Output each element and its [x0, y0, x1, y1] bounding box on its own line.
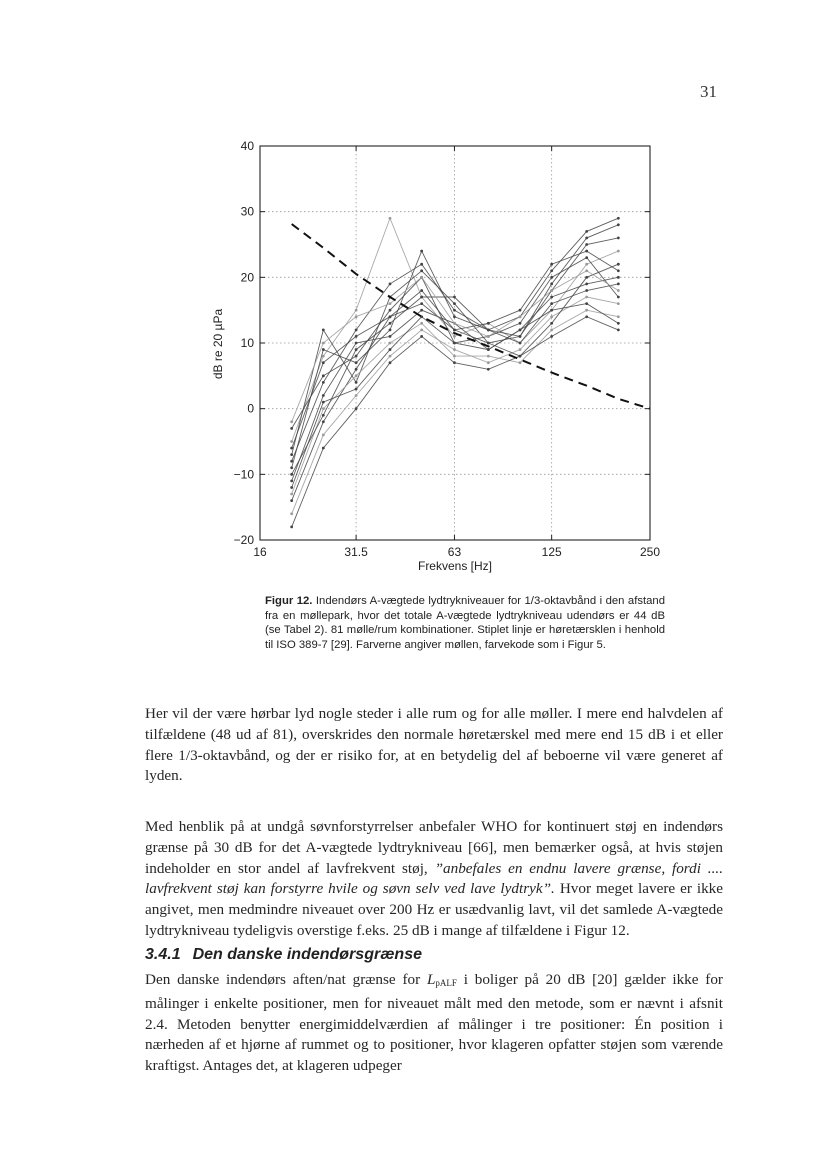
data-point [290, 512, 293, 515]
data-point [322, 355, 325, 358]
lpalf-symbol: L [426, 971, 436, 988]
data-point [550, 263, 553, 266]
data-point [519, 315, 522, 318]
data-point [453, 355, 456, 358]
data-point [389, 315, 392, 318]
data-point [355, 309, 358, 312]
data-point [420, 289, 423, 292]
data-point [617, 223, 620, 226]
data-point [585, 263, 588, 266]
y-tick-label: 40 [240, 139, 254, 153]
data-point [322, 381, 325, 384]
data-point [519, 342, 522, 345]
data-point [355, 374, 358, 377]
data-point [420, 335, 423, 338]
data-point [420, 328, 423, 331]
data-point [389, 335, 392, 338]
data-point [355, 394, 358, 397]
data-point [290, 466, 293, 469]
data-point [617, 322, 620, 325]
data-point [420, 309, 423, 312]
data-point [487, 348, 490, 351]
data-point [355, 361, 358, 364]
data-point [487, 335, 490, 338]
data-point [617, 315, 620, 318]
section-number: 3.4.1 [145, 946, 181, 963]
data-point [322, 374, 325, 377]
data-point [389, 309, 392, 312]
data-point [519, 328, 522, 331]
data-point [290, 480, 293, 483]
data-point [585, 309, 588, 312]
data-point [617, 328, 620, 331]
data-point [420, 302, 423, 305]
data-point [617, 296, 620, 299]
data-point [453, 348, 456, 351]
data-point [617, 283, 620, 286]
data-point [420, 322, 423, 325]
data-point [389, 302, 392, 305]
data-point [617, 217, 620, 220]
data-point [389, 217, 392, 220]
data-point [389, 328, 392, 331]
data-point [550, 322, 553, 325]
data-point [355, 315, 358, 318]
paragraph-2-quote: ”anbefales en endnu lavere grænse, fordi .... lavfrekvent støj kan forstyrre hvile og søvn selv ved lave lydtryk”. [145, 859, 723, 898]
data-point [550, 289, 553, 292]
data-point [322, 328, 325, 331]
data-point [355, 355, 358, 358]
data-point [550, 302, 553, 305]
data-point [355, 335, 358, 338]
data-point [389, 361, 392, 364]
y-tick-label: 30 [240, 204, 254, 219]
data-point [585, 269, 588, 272]
data-point [290, 499, 293, 502]
data-point [322, 414, 325, 417]
data-point [585, 289, 588, 292]
data-point [355, 381, 358, 384]
data-series-line [292, 271, 619, 422]
data-point [420, 263, 423, 266]
data-point [453, 309, 456, 312]
y-tick-label: 10 [240, 336, 254, 350]
data-point [355, 368, 358, 371]
data-point [322, 348, 325, 351]
data-point [322, 420, 325, 423]
x-tick-label: 250 [639, 545, 661, 559]
paragraph-3 [145, 970, 723, 1077]
data-point [322, 434, 325, 437]
chart-series-group [290, 217, 619, 528]
data-point [290, 473, 293, 476]
data-point [617, 276, 620, 279]
figure-caption-label: Figur 12. [265, 595, 313, 607]
page-number: 31 [700, 82, 717, 101]
data-point [487, 361, 490, 364]
data-point [617, 250, 620, 253]
section-title: Den danske indendørsgrænse [192, 946, 422, 963]
threshold-line [292, 224, 650, 409]
data-point [355, 388, 358, 391]
data-point [355, 342, 358, 345]
paragraph-1: Her vil der være hørbar lyd nogle steder i alle rum og for alle møller. I mere end halvdelen af tilfældene (48 ud af 81), overskrides den normale høretærskel med mere end 15 dB i et eller flere 1/3-oktavbånd, og der er risiko for, at en betydelig del af beboerne vil være generet af lyden. [145, 705, 723, 785]
data-point [585, 243, 588, 246]
threshold-line-group [292, 224, 650, 409]
data-point [290, 460, 293, 463]
data-point [389, 283, 392, 286]
data-point [389, 322, 392, 325]
data-point [585, 302, 588, 305]
data-point [519, 322, 522, 325]
data-point [519, 361, 522, 364]
x-axis-label: Frekvens [Hz] [417, 559, 493, 573]
data-point [617, 263, 620, 266]
data-point [453, 361, 456, 364]
data-series-line [292, 310, 619, 494]
figure-caption-text: Indendørs A-vægtede lydtrykniveauer for 1/3-oktavbånd i den afstand fra en møllepark, hvor det totale A-vægtede lydtrykniveau udendørs er 44 dB (se Tabel 2). 81 mølle/rum kombinationer. Stiplet linje er høretærsklen i henhold til ISO 389-7 [29]. Farverne angiver møllen, farvekode som i Figur 5. [265, 595, 665, 651]
x-tick-label: 16 [253, 545, 267, 559]
data-point [322, 342, 325, 345]
y-tick-label: 0 [247, 401, 254, 416]
data-point [519, 335, 522, 338]
lpalf-subscript: pALF [435, 978, 457, 988]
data-series-line [292, 264, 619, 454]
data-point [453, 328, 456, 331]
x-tick-label: 125 [541, 545, 562, 559]
paragraph-2-end: Hvor meget lavere er ikke angivet, men medmindre niveauet over 200 Hz er usædvanlig lavt, vil det samlede A-vægtede lydtrykniveau tydeligvis overstige f.eks. 25 dB i mange af tilfældene i Figur 12. [145, 880, 723, 939]
data-point [519, 309, 522, 312]
data-point [322, 394, 325, 397]
data-point [550, 296, 553, 299]
data-point [290, 440, 293, 443]
data-point [420, 269, 423, 272]
data-point [585, 237, 588, 240]
data-point [290, 427, 293, 430]
data-point [322, 401, 325, 404]
data-point [585, 250, 588, 253]
y-tick-label: −20 [233, 533, 254, 547]
data-point [487, 322, 490, 325]
frequency-chart [200, 130, 670, 590]
data-point [550, 276, 553, 279]
data-point [550, 315, 553, 318]
data-point [453, 322, 456, 325]
data-point [290, 447, 293, 450]
y-axis-label: dB re 20 µPa [211, 308, 225, 380]
data-point [550, 335, 553, 338]
data-point [355, 407, 358, 410]
data-point [389, 348, 392, 351]
data-point [487, 342, 490, 345]
data-point [420, 250, 423, 253]
data-point [617, 269, 620, 272]
data-point [585, 283, 588, 286]
data-point [355, 348, 358, 351]
data-point [550, 309, 553, 312]
y-tick-label: −10 [233, 467, 254, 482]
section-heading [145, 946, 723, 964]
data-point [550, 283, 553, 286]
data-point [617, 237, 620, 240]
data-point [420, 276, 423, 279]
data-point [453, 342, 456, 345]
data-point [290, 493, 293, 496]
paragraph-3-end: i boliger på 20 dB [20] gælder ikke for målinger i enkelte positioner, men for niveauet målt med den metode, som er nævnt i afsnit 2.4. Metoden benytter energimiddelværdien af målinger i tre positioner: Én position i nærheden af et hjørne af rummet og to positioner, hvor klageren opfatter støjen som værende kraftigst. Antages det, at klageren udpeger [145, 971, 723, 1075]
data-series-line [292, 218, 619, 461]
data-point [617, 289, 620, 292]
data-point [487, 328, 490, 331]
data-point [322, 407, 325, 410]
data-point [290, 486, 293, 489]
data-point [420, 296, 423, 299]
data-point [519, 348, 522, 351]
data-point [487, 355, 490, 358]
paragraph-3-start: Den danske indendørs aften/nat grænse for [145, 971, 427, 988]
data-point [389, 355, 392, 358]
data-point [453, 315, 456, 318]
data-point [322, 361, 325, 364]
data-point [585, 315, 588, 318]
data-point [290, 525, 293, 528]
data-point [550, 328, 553, 331]
data-point [453, 296, 456, 299]
data-point [290, 420, 293, 423]
data-point [585, 256, 588, 259]
data-point [519, 355, 522, 358]
y-tick-label: 20 [240, 270, 254, 285]
paragraph-2-start: Med henblik på at undgå søvnforstyrrelser anbefaler WHO for kontinuert støj en indendørs grænse på 30 dB for det A-vægtede lydtrykniveau [66], men bemærker også, at hvis støjen indeholder en stor andel af lavfrekvent støj, [145, 818, 723, 877]
data-point [453, 302, 456, 305]
data-point [585, 276, 588, 279]
x-tick-label: 63 [447, 545, 462, 559]
data-point [453, 335, 456, 338]
data-point [389, 342, 392, 345]
paragraph-2 [145, 817, 723, 942]
data-point [550, 269, 553, 272]
data-point [290, 453, 293, 456]
x-tick-label: 31.5 [344, 545, 368, 559]
data-point [355, 328, 358, 331]
data-point [585, 230, 588, 233]
figure-caption [265, 594, 665, 652]
data-point [487, 368, 490, 371]
data-point [585, 296, 588, 299]
data-point [617, 302, 620, 305]
data-point [322, 447, 325, 450]
